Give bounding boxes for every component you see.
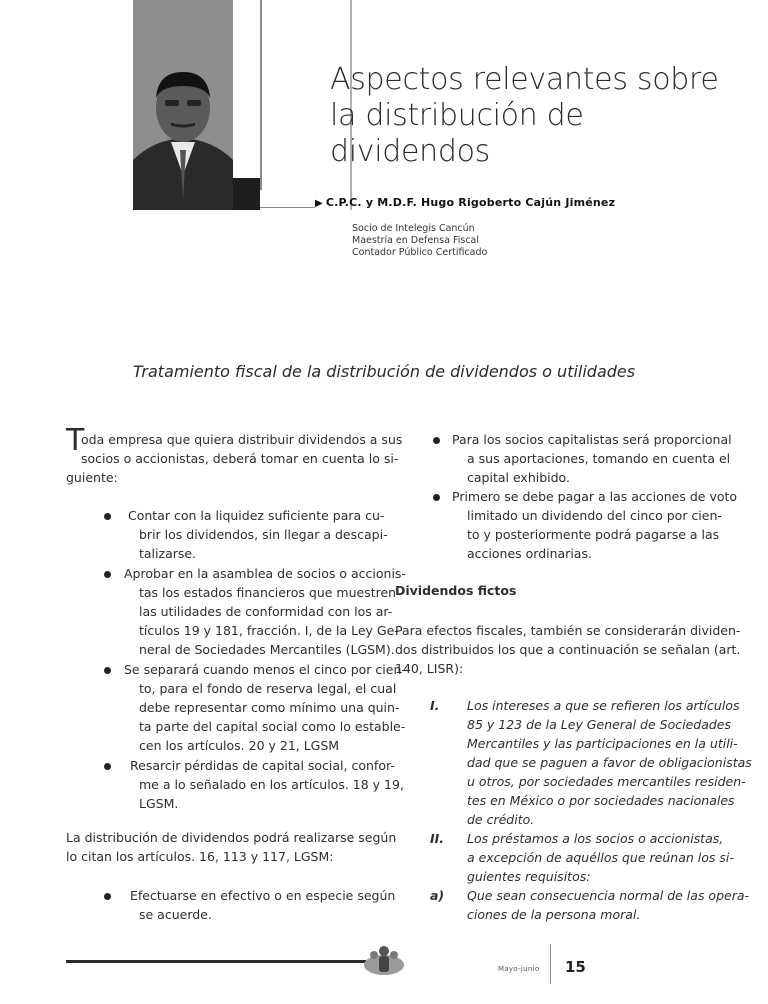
author-name: C.P.C. y M.D.F. Hugo Rigoberto Cajún Jiménez — [325, 196, 616, 209]
credential-line: Socio de Intelegis Cancún — [352, 223, 475, 234]
list-item-line: se acuerde. — [139, 907, 212, 922]
list-item-line: cen los artículos. 20 y 21, LGSM — [139, 738, 340, 753]
intro-line: oda empresa que quiera distribuir dividendos a sus — [81, 432, 403, 447]
item-label: I. — [430, 698, 440, 713]
list-item-line: to, para el fondo de reserva legal, el cual — [139, 681, 397, 696]
bullet-icon — [433, 437, 440, 444]
bullet-icon — [104, 893, 111, 900]
bullet-icon — [104, 571, 111, 578]
intro-line: guiente: — [66, 470, 118, 485]
list-item-line: talizarse. — [139, 546, 197, 561]
list-item-line: tas los estados financieros que muestren — [139, 585, 397, 600]
bullet-icon — [104, 667, 111, 674]
item-line: dad que se paguen a favor de obligacionistas — [467, 755, 752, 770]
item-line: Que sean consecuencia normal de las opera- — [467, 888, 750, 903]
bullet-icon — [104, 513, 111, 520]
paragraph-line: La distribución de dividendos podrá realizarse según — [66, 830, 397, 845]
title-line-2: la distribución de dividendos — [330, 98, 584, 169]
decorative-block — [233, 178, 260, 210]
triangle-right-icon: ▶ — [315, 198, 323, 209]
drop-cap: T — [66, 423, 85, 458]
item-line: Los intereses a que se refieren los artículos — [467, 698, 740, 713]
publisher-logo-icon — [362, 943, 406, 979]
list-item-line: las utilidades de conformidad con los ar- — [139, 604, 393, 619]
item-line: guientes requisitos: — [467, 869, 591, 884]
item-line: 85 y 123 de la Ley General de Sociedades — [467, 717, 731, 732]
author-rule — [260, 207, 315, 208]
item-line: de crédito. — [467, 812, 535, 827]
list-item-line: acciones ordinarias. — [467, 546, 592, 561]
paragraph-line: lo citan los artículos. 16, 113 y 117, LGSM: — [66, 849, 334, 864]
author-byline — [315, 196, 615, 209]
list-item-line: Resarcir pérdidas de capital social, confor- — [130, 758, 395, 773]
paragraph-line: Para efectos fiscales, también se considerarán dividen- — [395, 623, 741, 638]
photo-frame — [233, 0, 262, 190]
paragraph-line: 140, LISR): — [395, 661, 464, 676]
article-title — [330, 62, 750, 170]
item-line: tes en México o por sociedades nacionales — [467, 793, 735, 808]
list-item-line: neral de Sociedades Mercantiles (LGSM). — [139, 642, 395, 657]
list-item-line: LGSM. — [139, 796, 179, 811]
author-photo — [133, 0, 233, 210]
list-item-line: ta parte del capital social como lo estable- — [139, 719, 406, 734]
bullet-icon — [104, 763, 111, 770]
list-item-line: to y posteriormente podrá pagarse a las — [467, 527, 720, 542]
title-line-1: Aspectos relevantes sobre — [330, 62, 719, 97]
item-line: ciones de la persona moral. — [467, 907, 641, 922]
item-line: Mercantiles y las participaciones en la utili- — [467, 736, 738, 751]
list-item-line: capital exhibido. — [467, 470, 570, 485]
section-heading: Dividendos fictos — [395, 583, 517, 598]
list-item-line: Aprobar en la asamblea de socios o accionis- — [124, 566, 406, 581]
credential-line: Maestría en Defensa Fiscal — [352, 235, 480, 246]
item-line: a excepción de aquéllos que reúnan los si- — [467, 850, 734, 865]
item-label: a) — [430, 888, 445, 903]
bullet-icon — [433, 494, 440, 501]
list-item-line: Se separará cuando menos el cinco por cien- — [124, 662, 406, 677]
list-item-line: Para los socios capitalistas será proporcional — [452, 432, 732, 447]
list-item-line: debe representar como mínimo una quin- — [139, 700, 400, 715]
list-item-line: Primero se debe pagar a las acciones de voto — [452, 489, 738, 504]
paragraph-line: dos distribuidos los que a continuación se señalan (art. — [395, 642, 741, 657]
section-subtitle: Tratamiento fiscal de la distribución de dividendos o utilidades — [132, 362, 636, 381]
list-item-line: limitado un dividendo del cinco por cien- — [467, 508, 722, 523]
issue-label: Mayo-junio — [498, 965, 540, 973]
page-number: 15 — [565, 958, 586, 976]
list-item-line: brir los dividendos, sin llegar a descapi- — [139, 527, 388, 542]
intro-line: socios o accionistas, deberá tomar en cuenta lo si- — [81, 451, 399, 466]
item-label: II. — [430, 831, 445, 846]
list-item-line: me a lo señalado en los artículos. 18 y 19, — [139, 777, 404, 792]
list-item-line: Contar con la liquidez suficiente para cu- — [128, 508, 385, 523]
list-item-line: a sus aportaciones, tomando en cuenta el — [467, 451, 731, 466]
item-line: u otros, por sociedades mercantiles residen- — [467, 774, 746, 789]
credential-line: Contador Público Certificado — [352, 247, 488, 258]
list-item-line: Efectuarse en efectivo o en especie según — [130, 888, 396, 903]
footer-rule — [66, 960, 366, 963]
list-item-line: tículos 19 y 181, fracción. I, de la Ley Ge- — [139, 623, 399, 638]
item-line: Los préstamos a los socios o accionistas, — [467, 831, 724, 846]
footer-divider — [550, 944, 551, 984]
